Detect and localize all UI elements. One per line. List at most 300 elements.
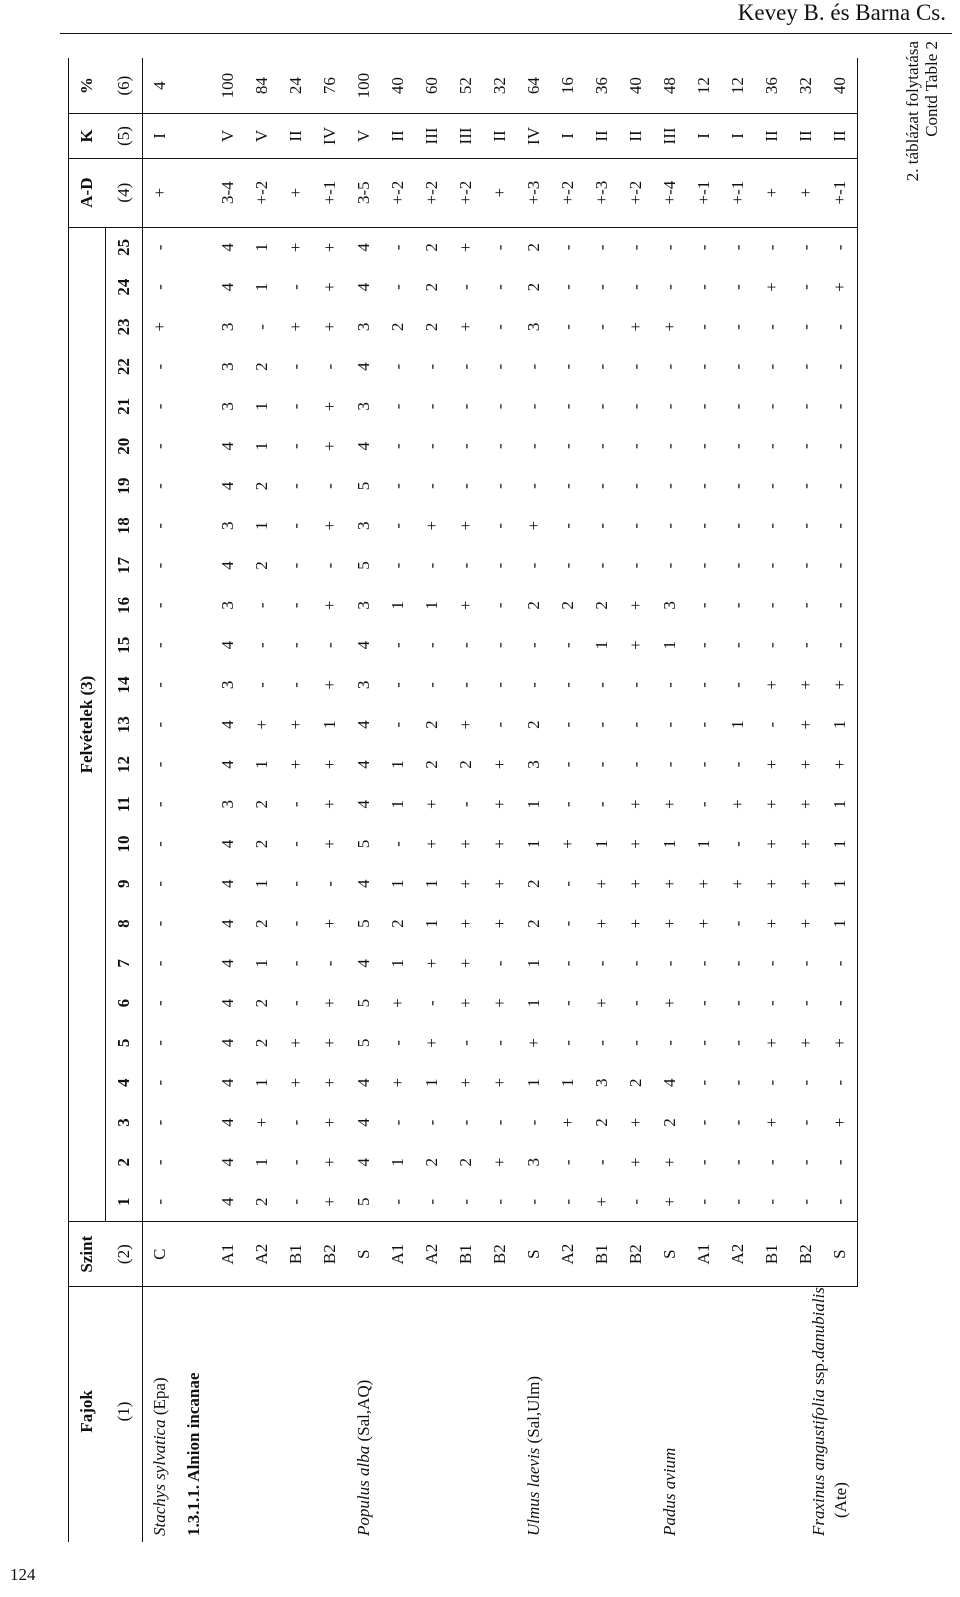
cover-value-cell: 1	[388, 601, 407, 610]
cover-value-cell: -	[286, 642, 305, 648]
level-cell: B2	[313, 1222, 347, 1286]
cover-value-cell: -	[823, 625, 858, 665]
cover-value-cell: -	[150, 1119, 169, 1126]
cover-value-cell: -	[653, 227, 687, 267]
col-num-fajok: (1)	[106, 1286, 143, 1542]
releve-number: 20	[106, 426, 143, 466]
cover-value-cell: 4	[354, 1078, 373, 1087]
releve-number: 15	[106, 625, 143, 665]
cover-value-cell: -	[150, 1198, 169, 1205]
cover-value-cell: -	[150, 602, 169, 609]
cover-value-cell: +	[449, 227, 483, 267]
cover-value-cell: -	[762, 483, 781, 489]
cover-value-cell: -	[150, 841, 169, 847]
cover-value-cell: +	[422, 958, 441, 969]
cover-value-cell: -	[388, 284, 407, 290]
pct-cell: 32	[796, 77, 815, 95]
k-cell: II	[619, 114, 653, 158]
cover-value-cell: -	[490, 642, 509, 648]
cover-value-cell: +	[320, 441, 339, 451]
cover-value-cell: -	[558, 363, 577, 370]
cover-value-cell: -	[626, 960, 645, 967]
empty-cell	[177, 267, 211, 307]
releve-number: 7	[106, 943, 143, 983]
cover-value-cell: 4	[218, 1118, 237, 1127]
cover-value-cell: -	[286, 1119, 305, 1126]
cover-value-cell: +	[762, 759, 781, 770]
cover-value-cell: +	[490, 998, 509, 1008]
k-cell: I	[551, 114, 585, 158]
cover-value-cell: 1	[592, 640, 611, 650]
cover-value-cell: +	[660, 998, 679, 1008]
cover-value-cell: -	[762, 1159, 781, 1166]
cover-value-cell: +	[660, 918, 679, 929]
cover-value-cell: 2	[252, 481, 271, 491]
section-row	[177, 58, 211, 1542]
cover-value-cell: 1	[245, 227, 279, 267]
cover-value-cell: 1	[524, 959, 543, 968]
cover-value-cell: +	[694, 918, 713, 929]
cover-value-cell: -	[626, 443, 645, 450]
cover-value-cell: -	[796, 1159, 815, 1166]
cover-value-cell: -	[823, 466, 858, 506]
cover-value-cell: -	[823, 227, 858, 267]
cover-value-cell: 2	[456, 1158, 475, 1167]
cover-value-cell: -	[796, 602, 815, 609]
cover-value-cell: -	[456, 1040, 475, 1046]
cover-value-cell: -	[728, 1119, 747, 1126]
cover-value-cell: -	[320, 642, 339, 648]
ad-cell: 3-5	[347, 158, 381, 227]
cover-value-cell: +	[456, 600, 475, 611]
cover-value-cell: -	[762, 1198, 781, 1205]
cover-value-cell: -	[592, 801, 611, 808]
pct-cell: 100	[218, 72, 237, 99]
cover-value-cell: 4	[218, 998, 237, 1008]
cover-value-cell: +	[286, 719, 305, 730]
cover-value-cell: -	[456, 443, 475, 450]
cover-value-cell: +	[762, 1117, 781, 1128]
table-row	[211, 58, 245, 1542]
cover-value-cell: 2	[592, 1118, 611, 1127]
cover-value-cell: -	[592, 284, 611, 290]
ad-cell: +	[279, 158, 313, 227]
cover-value-cell: +	[320, 799, 339, 810]
cover-value-cell: -	[694, 562, 713, 569]
cover-value-cell: +	[823, 267, 858, 307]
cover-value-cell: +	[592, 918, 611, 929]
empty-cell	[177, 387, 211, 427]
cover-value-cell: +	[728, 799, 747, 810]
cover-value-cell: -	[558, 880, 577, 887]
cover-value-cell: -	[796, 483, 815, 489]
pct-cell: 40	[823, 58, 858, 114]
cover-value-cell: -	[320, 880, 339, 887]
cover-value-cell: -	[286, 1198, 305, 1205]
cover-value-cell: 1	[388, 879, 407, 889]
pct-cell: 52	[456, 77, 475, 95]
ad-cell: +-2	[449, 158, 483, 227]
cover-value-cell: -	[558, 483, 577, 489]
cover-value-cell: -	[660, 522, 679, 529]
cover-value-cell: -	[150, 1079, 169, 1086]
cover-value-cell: +	[490, 799, 509, 810]
empty-cell	[177, 1103, 211, 1143]
cover-value-cell: 4	[354, 640, 373, 650]
cover-value-cell: -	[694, 761, 713, 768]
cover-value-cell: +	[150, 322, 169, 332]
level-cell: S	[517, 1222, 551, 1286]
cover-value-cell: -	[388, 443, 407, 450]
cover-value-cell: -	[660, 284, 679, 290]
cover-value-cell: -	[388, 562, 407, 569]
cover-value-cell: -	[150, 920, 169, 927]
cover-value-cell: 2	[422, 322, 441, 332]
cover-value-cell: -	[755, 227, 789, 267]
releve-number: 5	[106, 1023, 143, 1063]
cover-value-cell: -	[558, 562, 577, 569]
table-row	[687, 58, 721, 1542]
rotated-table-container	[68, 58, 946, 1542]
cover-value-cell: 2	[252, 362, 271, 371]
cover-value-cell: -	[823, 307, 858, 347]
cover-value-cell: -	[422, 1119, 441, 1126]
cover-value-cell: -	[150, 1000, 169, 1006]
k-cell: III	[449, 114, 483, 158]
col-num-ad: (4)	[106, 158, 143, 227]
cover-value-cell: -	[524, 443, 543, 450]
cover-value-cell: -	[490, 284, 509, 290]
level-cell: A1	[381, 1222, 415, 1286]
species-name-italic: Stachys sylvatica	[150, 1419, 169, 1536]
cover-value-cell: -	[320, 363, 339, 370]
cover-value-cell: -	[150, 562, 169, 569]
cover-value-cell: -	[694, 522, 713, 529]
cover-value-cell: 1	[524, 998, 543, 1008]
cover-value-cell: -	[558, 642, 577, 648]
empty-cell	[177, 983, 211, 1023]
cover-value-cell: +	[286, 1038, 305, 1048]
cover-value-cell: +	[252, 719, 271, 730]
cover-value-cell: -	[823, 387, 858, 427]
cover-value-cell: +	[252, 1117, 271, 1128]
cover-value-cell: -	[490, 363, 509, 370]
pct-cell: 12	[694, 77, 713, 95]
col-header-pct: %	[69, 58, 106, 114]
cover-value-cell: +	[490, 878, 509, 889]
cover-value-cell: 1	[823, 904, 858, 944]
cover-value-cell: +	[320, 322, 339, 332]
cover-value-cell: 3	[218, 322, 237, 332]
cover-value-cell: -	[150, 403, 169, 410]
cover-value-cell: -	[286, 403, 305, 410]
cover-value-cell: 2	[524, 282, 543, 292]
level-cell: C	[143, 1222, 178, 1286]
cover-value-cell: -	[592, 761, 611, 768]
cover-value-cell: 4	[218, 561, 237, 570]
cover-value-cell: -	[796, 522, 815, 529]
cover-value-cell: -	[796, 443, 815, 450]
releve-number: 13	[106, 705, 143, 745]
cover-value-cell: -	[592, 562, 611, 569]
cover-value-cell: -	[320, 562, 339, 569]
cover-value-cell: -	[388, 403, 407, 410]
cover-value-cell: -	[626, 682, 645, 688]
cover-value-cell: -	[660, 682, 679, 688]
cover-value-cell: -	[694, 284, 713, 290]
cover-value-cell: -	[150, 642, 169, 648]
cover-value-cell: +	[592, 998, 611, 1008]
cover-value-cell: +	[320, 520, 339, 531]
cover-value-cell: -	[592, 363, 611, 370]
k-cell: V	[211, 114, 245, 158]
cover-value-cell: -	[694, 324, 713, 330]
cover-value-cell: +	[320, 600, 339, 611]
empty-cell	[177, 1023, 211, 1063]
cover-value-cell: +	[796, 759, 815, 770]
cover-value-cell: -	[490, 721, 509, 728]
cover-value-cell: +	[320, 918, 339, 929]
cover-value-cell: -	[286, 682, 305, 688]
cover-value-cell: 1	[388, 760, 407, 769]
cover-value-cell: 1	[524, 839, 543, 849]
releve-number: 18	[106, 506, 143, 546]
cover-value-cell: +	[626, 1157, 645, 1168]
cover-value-cell: -	[762, 642, 781, 648]
cover-value-cell: -	[422, 1000, 441, 1006]
cover-value-cell: -	[796, 1079, 815, 1086]
cover-value-cell: 3	[592, 1078, 611, 1087]
ad-cell: +	[789, 158, 823, 227]
cover-value-cell: +	[796, 918, 815, 929]
cover-value-cell: 4	[354, 799, 373, 809]
cover-value-cell: -	[694, 1119, 713, 1126]
table-row	[551, 58, 585, 1542]
cover-value-cell: 1	[660, 640, 679, 650]
cover-value-cell: 2	[252, 998, 271, 1008]
cover-value-cell: 2	[660, 1118, 679, 1127]
cover-value-cell: 2	[415, 227, 449, 267]
cover-value-cell: -	[694, 682, 713, 688]
cover-value-cell: -	[796, 562, 815, 569]
cover-value-cell: -	[456, 1198, 475, 1205]
releve-number: 3	[106, 1103, 143, 1143]
releve-number: 22	[106, 347, 143, 387]
cover-value-cell: -	[592, 324, 611, 330]
cover-value-cell: -	[490, 1040, 509, 1046]
cover-value-cell: -	[592, 483, 611, 489]
cover-value-cell: +	[762, 1038, 781, 1048]
cover-value-cell: -	[626, 522, 645, 529]
cover-value-cell: +	[320, 282, 339, 292]
species-name-italic: Fraxinus angustifolia	[808, 1389, 828, 1536]
ad-cell: +-2	[381, 158, 415, 227]
empty-cell	[177, 904, 211, 944]
empty-cell	[177, 426, 211, 466]
cover-value-cell: -	[660, 443, 679, 450]
cover-value-cell: +	[456, 839, 475, 849]
pct-cell: 36	[762, 77, 781, 95]
cover-value-cell: -	[456, 682, 475, 688]
pct-cell: 12	[728, 77, 747, 95]
cover-value-cell: +	[626, 878, 645, 889]
ad-cell: +-2	[619, 158, 653, 227]
cover-value-cell: -	[592, 721, 611, 728]
cover-value-cell: -	[456, 284, 475, 290]
level-cell: B1	[279, 1222, 313, 1286]
cover-value-cell: 4	[218, 919, 237, 928]
cover-value-cell: 2	[524, 720, 543, 729]
cover-value-cell: -	[694, 443, 713, 450]
k-cell: I	[143, 114, 178, 158]
empty-cell	[177, 506, 211, 546]
cover-value-cell: -	[592, 1159, 611, 1166]
empty-cell	[177, 943, 211, 983]
cover-value-cell: -	[694, 363, 713, 370]
cover-value-cell: 3	[218, 680, 237, 690]
ad-cell: +-2	[245, 158, 279, 227]
cover-value-cell: -	[150, 522, 169, 529]
releve-number: 24	[106, 267, 143, 307]
cover-value-cell: -	[728, 761, 747, 768]
cover-value-cell: -	[694, 1079, 713, 1086]
cover-value-cell: -	[490, 562, 509, 569]
k-cell: I	[687, 114, 721, 158]
species-name-italic: Ulmus laevis	[524, 1447, 543, 1536]
cover-value-cell: 1	[252, 1158, 271, 1167]
pct-cell: 4	[150, 81, 169, 90]
col-header-szint: Szint	[69, 1222, 106, 1286]
pct-cell: 32	[490, 77, 509, 95]
cover-value-cell: -	[524, 682, 543, 688]
k-cell: IV	[517, 114, 551, 158]
cover-value-cell: -	[592, 403, 611, 410]
cover-value-cell: -	[524, 483, 543, 489]
cover-value-cell: -	[687, 227, 721, 267]
cover-value-cell: +	[660, 322, 679, 332]
level-cell: A2	[551, 1222, 585, 1286]
empty-cell	[177, 347, 211, 387]
cover-value-cell: 5	[354, 481, 373, 491]
cover-value-cell: -	[660, 363, 679, 370]
cover-value-cell: +	[524, 1038, 543, 1048]
cover-value-cell: 1	[592, 839, 611, 849]
releve-number: 19	[106, 466, 143, 506]
caption-hu: 2. táblázat folytatása	[903, 41, 922, 182]
k-cell: II	[279, 114, 313, 158]
page-number: 124	[10, 1565, 36, 1584]
cover-value-cell: -	[286, 801, 305, 808]
cover-value-cell: -	[762, 1079, 781, 1086]
empty-cell	[177, 307, 211, 347]
cover-value-cell: 1	[823, 864, 858, 904]
cover-value-cell: -	[694, 1000, 713, 1006]
cover-value-cell: +	[796, 839, 815, 849]
cover-value-cell: -	[456, 363, 475, 370]
cover-value-cell: 4	[354, 720, 373, 729]
cover-value-cell: 1	[728, 720, 747, 729]
k-cell: II	[381, 114, 415, 158]
cover-value-cell: -	[619, 227, 653, 267]
cover-value-cell: -	[150, 682, 169, 688]
cover-value-cell: +	[626, 322, 645, 332]
cover-value-cell: -	[150, 960, 169, 967]
cover-value-cell: 4	[218, 959, 237, 968]
cover-value-cell: +	[422, 799, 441, 810]
cover-value-cell: -	[320, 960, 339, 967]
level-cell: B1	[585, 1222, 619, 1286]
species-name	[211, 1286, 381, 1542]
header-row-1	[69, 58, 106, 1542]
cover-value-cell: 3	[218, 601, 237, 610]
cover-value-cell: -	[490, 443, 509, 450]
cover-value-cell: -	[490, 403, 509, 410]
cover-value-cell: 4	[218, 1158, 237, 1167]
level-cell: B2	[483, 1222, 517, 1286]
empty-cell	[177, 1063, 211, 1103]
k-cell: I	[721, 114, 755, 158]
cover-value-cell: -	[823, 1063, 858, 1103]
cover-value-cell: -	[388, 363, 407, 370]
cover-value-cell: 4	[218, 879, 237, 889]
k-cell: IV	[313, 114, 347, 158]
releve-number: 2	[106, 1142, 143, 1182]
cover-value-cell: -	[150, 363, 169, 370]
cover-value-cell: +	[592, 878, 611, 889]
cover-value-cell: +	[320, 401, 339, 412]
cover-value-cell: +	[313, 227, 347, 267]
col-header-ad: A-D	[69, 158, 106, 227]
releve-number: 17	[106, 546, 143, 586]
cover-value-cell: +	[490, 759, 509, 770]
cover-value-cell: -	[483, 227, 517, 267]
cover-value-cell: -	[388, 642, 407, 648]
cover-value-cell: 1	[524, 1078, 543, 1087]
cover-value-cell: +	[422, 1038, 441, 1048]
cover-value-cell: -	[823, 983, 858, 1023]
cover-value-cell: -	[388, 721, 407, 728]
cover-value-cell: 4	[218, 441, 237, 451]
cover-value-cell: -	[252, 602, 271, 609]
cover-value-cell: -	[626, 403, 645, 410]
cover-value-cell: +	[558, 1117, 577, 1128]
releve-number: 14	[106, 665, 143, 705]
cover-value-cell: -	[728, 363, 747, 370]
empty-cell	[177, 114, 211, 158]
cover-value-cell: -	[694, 483, 713, 489]
ad-cell: +-1	[687, 158, 721, 227]
cover-value-cell: 2	[524, 919, 543, 928]
cover-value-cell: +	[286, 1077, 305, 1088]
cover-value-cell: +	[320, 839, 339, 849]
cover-value-cell: +	[286, 759, 305, 770]
species-name	[687, 1286, 858, 1542]
cover-value-cell: 4	[354, 362, 373, 371]
releve-number: 23	[106, 307, 143, 347]
cover-value-cell: -	[143, 227, 178, 267]
cover-value-cell: -	[728, 562, 747, 569]
cover-value-cell: 1	[388, 799, 407, 809]
cover-value-cell: 2	[558, 601, 577, 610]
cover-value-cell: 1	[660, 839, 679, 849]
cover-value-cell: -	[694, 403, 713, 410]
cover-value-cell: -	[286, 880, 305, 887]
releve-number: 11	[106, 784, 143, 824]
releve-number: 6	[106, 983, 143, 1023]
cover-value-cell: +	[320, 1196, 339, 1207]
cover-value-cell: 3	[354, 402, 373, 411]
level-cell: B1	[755, 1222, 789, 1286]
